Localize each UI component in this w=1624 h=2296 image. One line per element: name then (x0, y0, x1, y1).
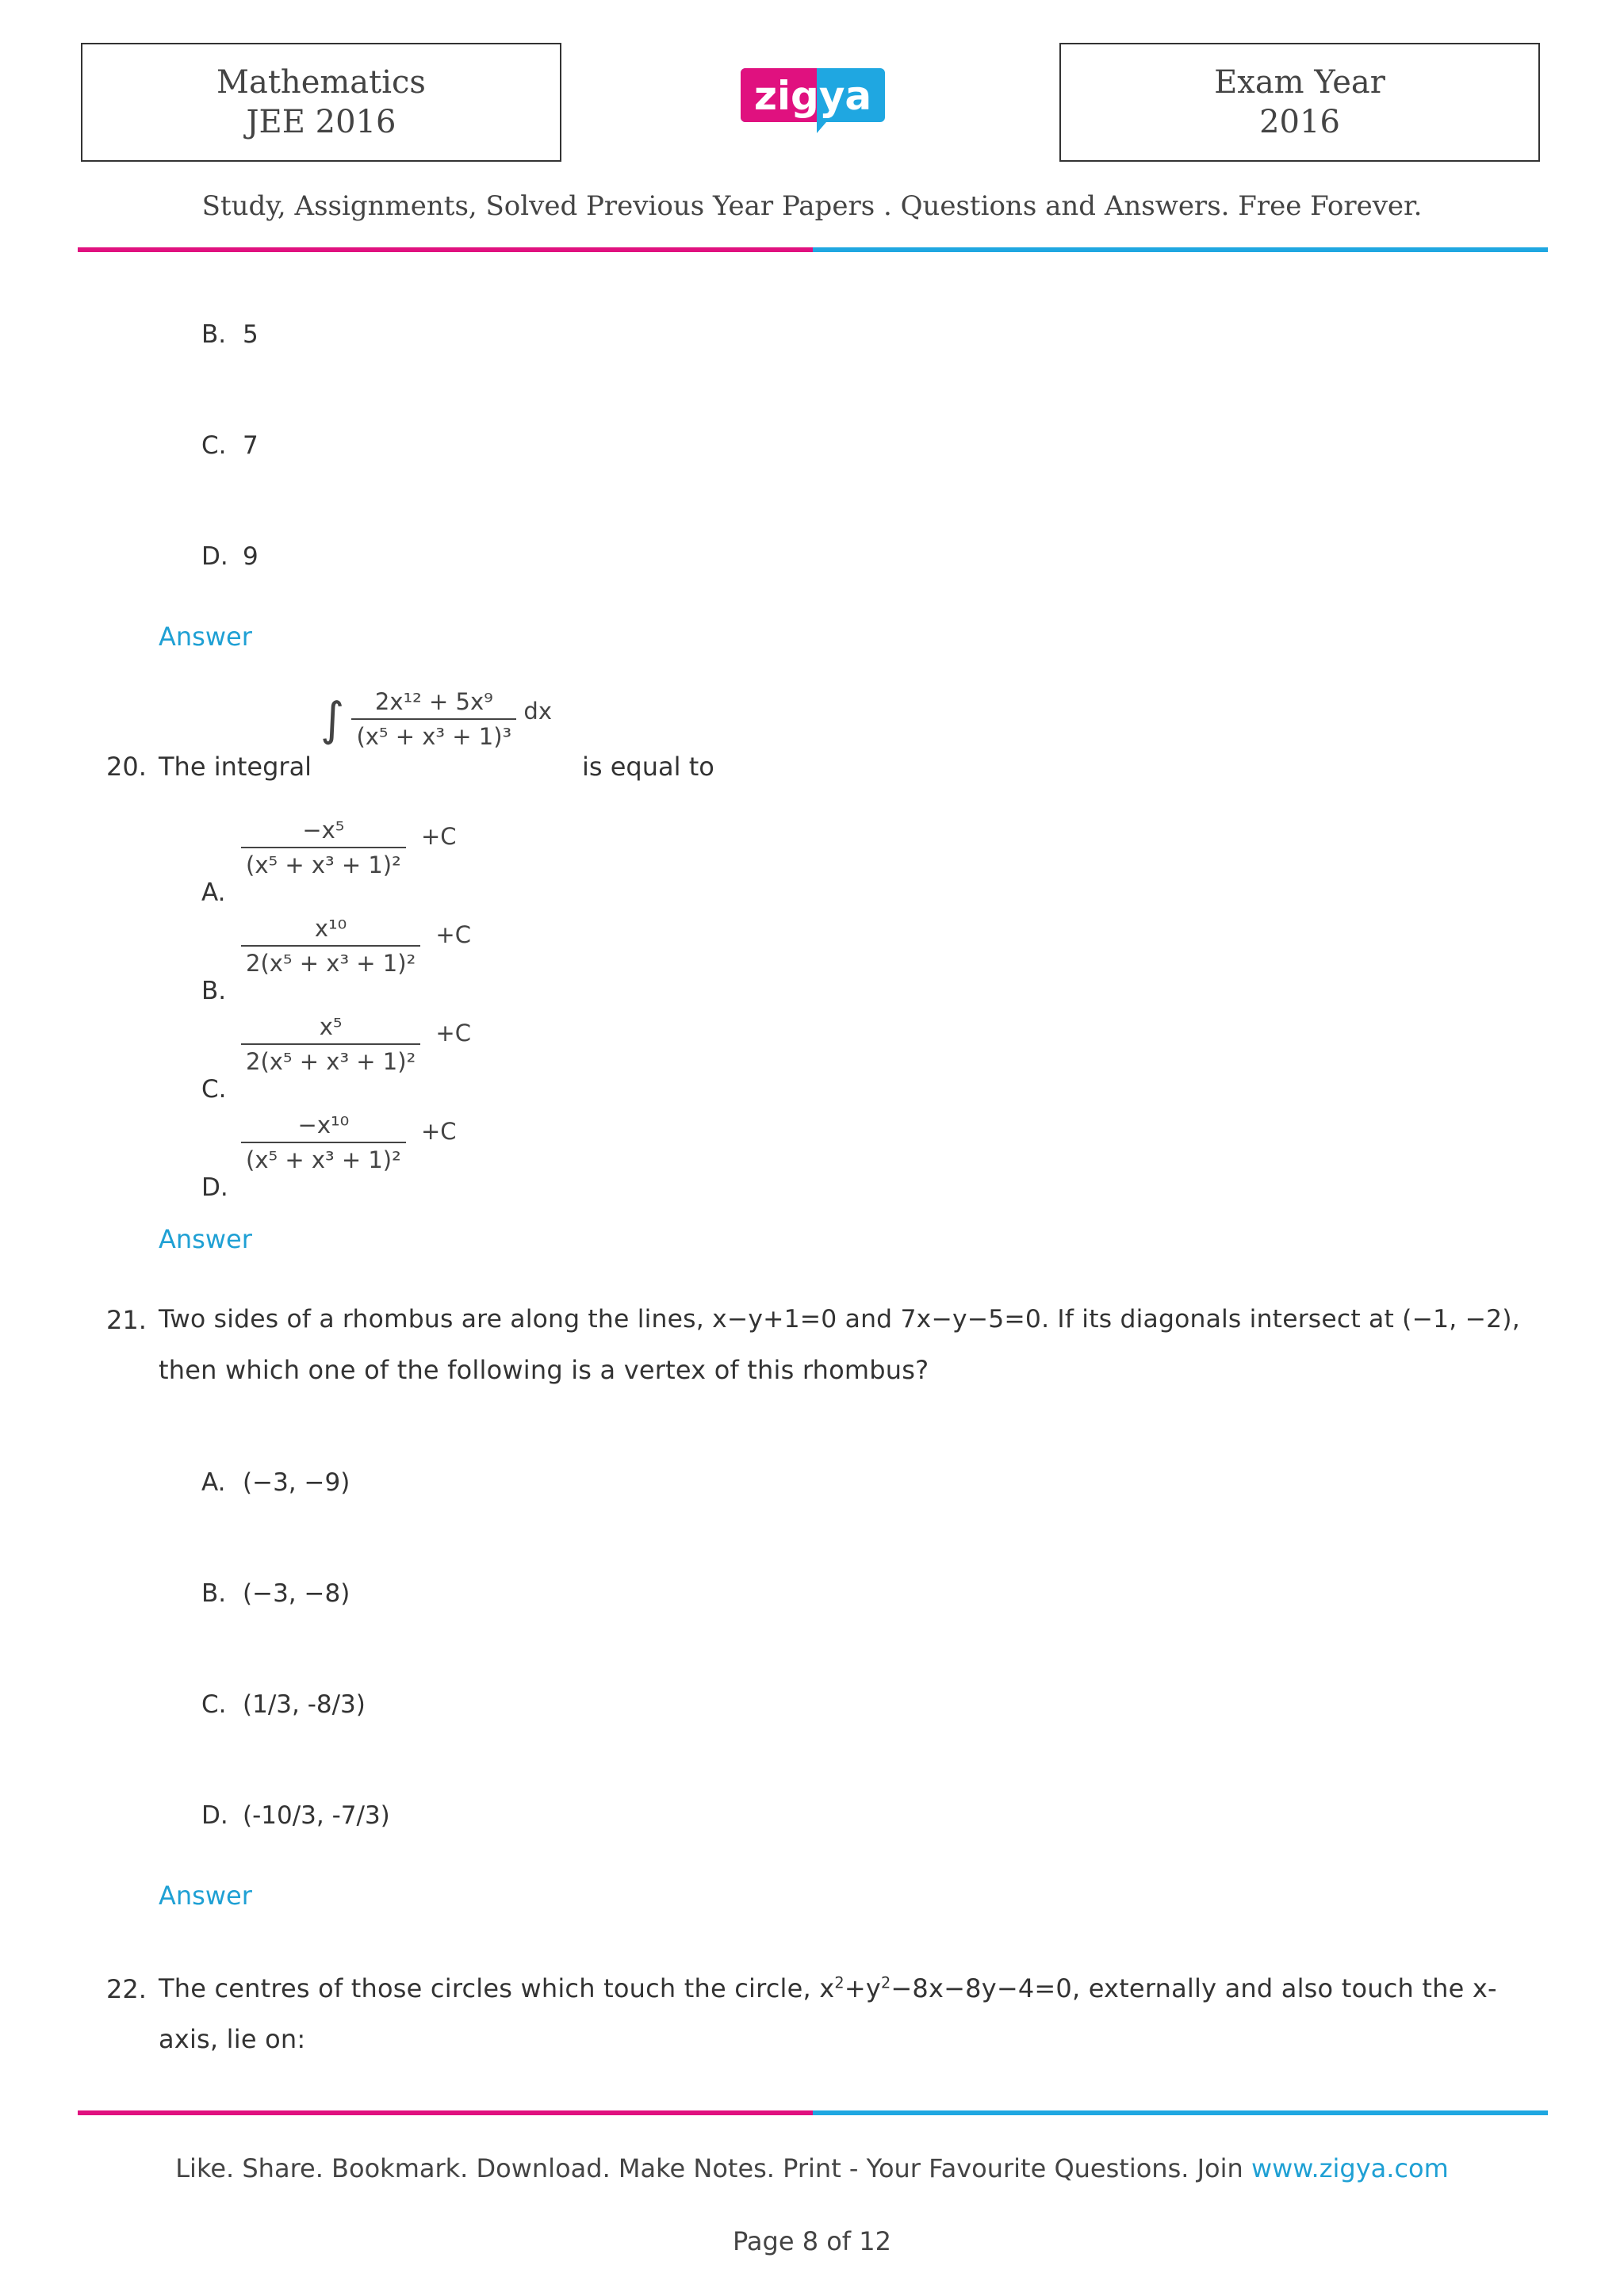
header-divider (78, 247, 1548, 252)
q21-option-a: A. (−3, −9) (201, 1468, 350, 1497)
q19-option-b: B. 5 (201, 320, 259, 349)
q20-integral (320, 688, 552, 750)
q20-option-b: $\frac{\text{x¹⁰}}{\text{2(x⁵ + x³ + 1)²}}$ +C (241, 915, 471, 977)
q20-option-d-letter: D. (201, 1173, 228, 1202)
q21-option-c: C. (1/3, -8/3) (201, 1690, 366, 1719)
integral-numerator: 2x¹² + 5x⁹ (374, 688, 493, 715)
q19-answer-link[interactable]: Answer (159, 622, 252, 652)
divider-blue (813, 2110, 1548, 2115)
q20-number: 20. (106, 752, 147, 782)
subject-title: Mathematics (216, 64, 426, 101)
q19-option-c: C. 7 (201, 431, 259, 460)
subject-box (81, 43, 561, 162)
q21-option-d: D. (-10/3, -7/3) (201, 1801, 390, 1830)
q20-option-d: $\frac{\text{−x¹⁰}}{\text{(x⁵ + x³ + 1)²}}$ +C (241, 1112, 457, 1173)
q20-text-before: The integral (159, 752, 312, 782)
q20-option-b-letter: B. (201, 977, 227, 1005)
page-number: Page 8 of 12 (733, 2226, 891, 2256)
q21-number: 21. (106, 1305, 147, 1335)
divider-pink (78, 2110, 813, 2115)
q22-text (159, 1963, 1554, 2064)
integral-dx: dx (523, 698, 552, 725)
q21-line2: then which one of the following is a vertex of this rhombus? (159, 1355, 929, 1385)
q21-text (159, 1294, 1554, 1395)
exam-year-value: 2016 (1259, 104, 1340, 140)
exam-year-box (1059, 43, 1540, 162)
q21-option-b: B. (−3, −8) (201, 1579, 350, 1608)
tagline: Study, Assignments, Solved Previous Year Papers . Questions and Answers. Free Forever. (201, 190, 1423, 222)
q20-text-after: is equal to (582, 752, 714, 782)
q22-line1: The centres of those circles which touch the circle, $x^2+y^2-8x-8y-4=0$, externally and also touch the x- (159, 1973, 1497, 2003)
footer-link[interactable]: www.zigya.com (1251, 2153, 1449, 2183)
q20-option-a-letter: A. (201, 878, 226, 907)
integral-sign: ∫ (320, 692, 345, 746)
q21-line1: Two sides of a rhombus are along the lines, x−y+1=0 and 7x−y−5=0. If its diagonals intersect at (−1, −2), (159, 1305, 1520, 1334)
q20-option-c: $\frac{\text{x⁵}}{\text{2(x⁵ + x³ + 1)²}}$ +C (241, 1013, 471, 1075)
q21-answer-link[interactable]: Answer (159, 1881, 252, 1911)
q20-option-a: $\frac{\text{−x⁵}}{\text{(x⁵ + x³ + 1)²}}$ +C (241, 817, 457, 878)
q22-number: 22. (106, 1974, 147, 2004)
q20-option-c-letter: C. (201, 1075, 227, 1104)
logo-text: zigya (753, 73, 872, 119)
integral-denominator: (x⁵ + x³ + 1)³ (351, 718, 516, 750)
divider-blue (813, 247, 1548, 252)
footer-divider (78, 2110, 1548, 2115)
q19-option-d: D. 9 (201, 542, 259, 571)
footer-text: Like. Share. Bookmark. Download. Make Notes. Print - Your Favourite Questions. Join www.zigya.com (175, 2153, 1449, 2183)
zigya-logo[interactable] (741, 68, 885, 141)
q20-answer-link[interactable]: Answer (159, 1224, 252, 1254)
q22-line2: axis, lie on: (159, 2024, 306, 2054)
exam-name: JEE 2016 (246, 104, 396, 140)
exam-year-label: Exam Year (1214, 64, 1385, 101)
divider-pink (78, 247, 813, 252)
